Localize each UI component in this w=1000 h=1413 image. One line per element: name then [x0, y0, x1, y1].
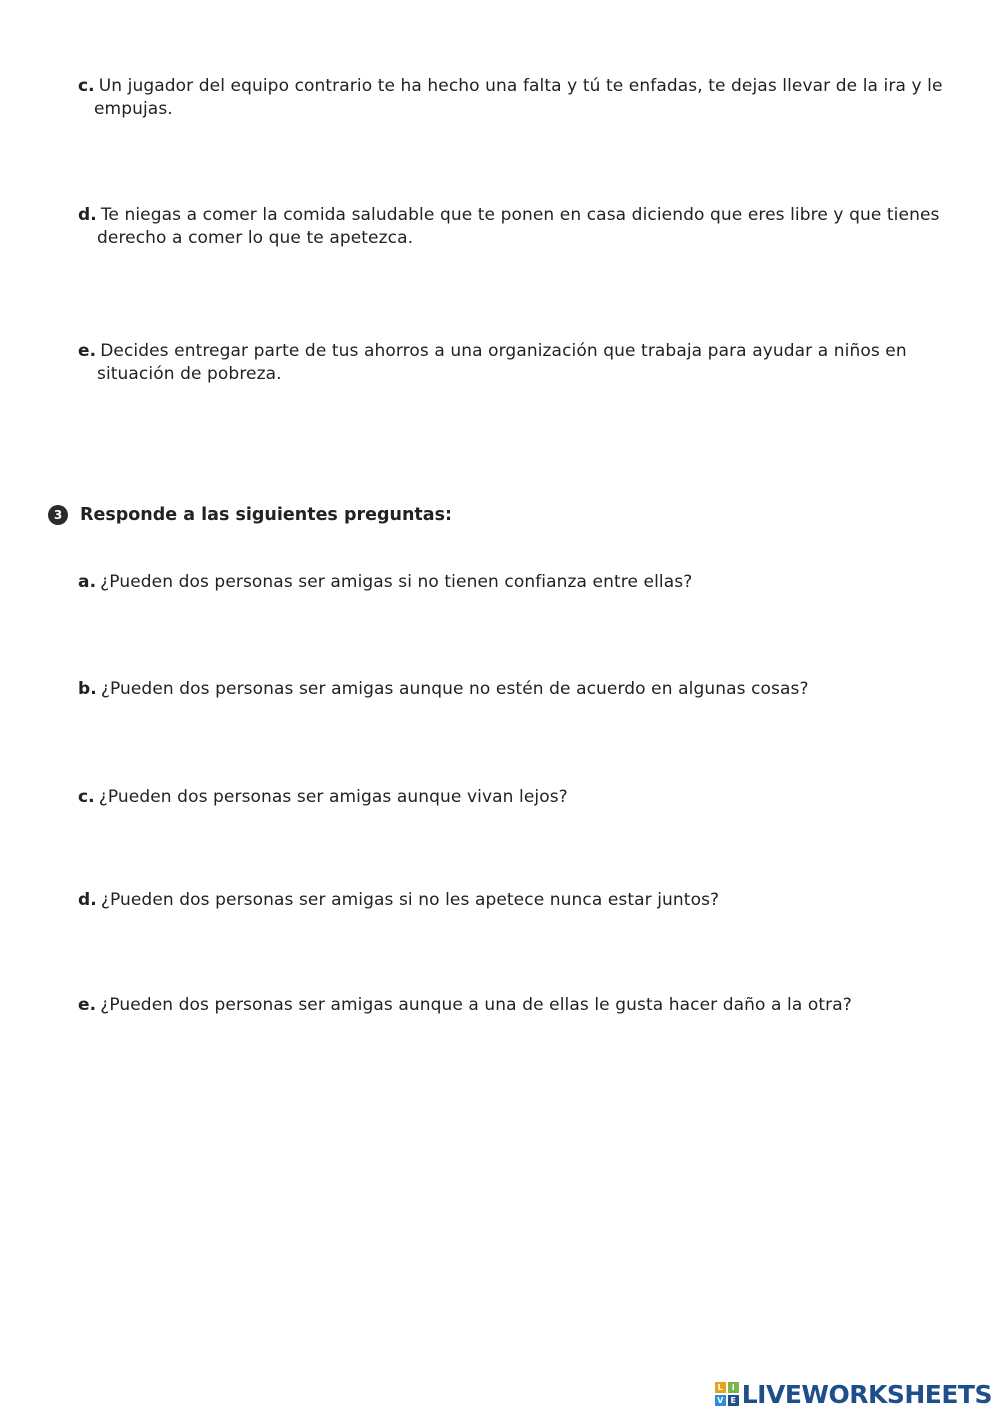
statement-e: [78, 340, 963, 386]
liveworksheets-logo: [715, 1376, 992, 1412]
question-letter: e.: [78, 995, 97, 1015]
question-text: ¿Pueden dos personas ser amigas aunque vivan lejos?: [98, 787, 568, 807]
logo-mark-icon: [715, 1382, 739, 1406]
item-text: Te niegas a comer la comida saludable que te ponen en casa diciendo que eres libre y que tienes: [100, 205, 940, 225]
item-text: Decides entregar parte de tus ahorros a una organización que trabaja para ayudar a niños en: [100, 341, 907, 361]
question-text: ¿Pueden dos personas ser amigas aunque a una de ellas le gusta hacer daño a la otra?: [100, 995, 852, 1015]
question-letter: b.: [78, 679, 97, 699]
logo-mark-cell: V: [715, 1395, 726, 1406]
question-e: [78, 994, 963, 1017]
question-c: [78, 786, 963, 809]
question-d: [78, 889, 963, 912]
logo-mark-cell: I: [728, 1382, 739, 1393]
logo-text: LIVEWORKSHEETS: [741, 1379, 992, 1409]
question-text: ¿Pueden dos personas ser amigas si no tienen confianza entre ellas?: [100, 572, 693, 592]
question-a: [78, 571, 963, 594]
section-title: Responde a las siguientes preguntas:: [80, 505, 453, 525]
item-letter: c.: [78, 76, 95, 96]
question-text: ¿Pueden dos personas ser amigas aunque no estén de acuerdo en algunas cosas?: [100, 679, 809, 699]
question-letter: d.: [78, 890, 97, 910]
logo-mark-cell: E: [728, 1395, 739, 1406]
section-number-badge: 3: [48, 505, 68, 525]
statement-c: [78, 75, 963, 121]
item-letter: e.: [78, 341, 97, 361]
question-letter: c.: [78, 787, 95, 807]
statement-d: [78, 204, 963, 250]
item-text-continued: situación de pobreza.: [97, 364, 282, 384]
logo-mark-cell: L: [715, 1382, 726, 1393]
section-3-heading: [48, 503, 452, 527]
item-text-continued: derecho a comer lo que te apetezca.: [97, 228, 414, 248]
question-letter: a.: [78, 572, 97, 592]
item-letter: d.: [78, 205, 97, 225]
question-text: ¿Pueden dos personas ser amigas si no les apetece nunca estar juntos?: [100, 890, 720, 910]
item-text: Un jugador del equipo contrario te ha hecho una falta y tú te enfadas, te dejas llevar de la ira y le: [98, 76, 943, 96]
item-text-continued: empujas.: [94, 99, 173, 119]
question-b: [78, 678, 963, 701]
